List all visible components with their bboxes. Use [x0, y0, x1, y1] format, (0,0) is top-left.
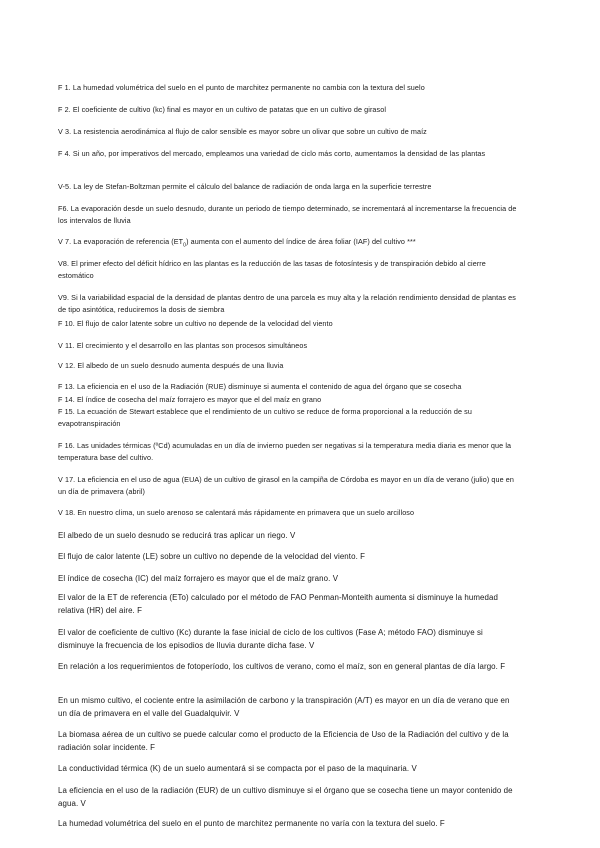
statement-item-8: La biomasa aérea de un cultivo se puede calcular como el producto de la Eficiencia de Uso de la Radiación del cultivo y de la radiación solar incidente. F: [58, 730, 509, 752]
question-item-13: F 13. La eficiencia en el uso de la Radiación (RUE) disminuye si aumenta el contenido de agua del órgano que se cosecha: [58, 382, 462, 391]
question-item-5: V-5. La ley de Stefan-Boltzman permite el cálculo del balance de radiación de onda larga en la superficie terrestre: [58, 182, 432, 191]
question-item-9: V9. Si la variabilidad espacial de la densidad de plantas dentro de una parcela es muy alta y la relación rendimiento densidad de plantas es de tipo asintótica, reduciremos la dosis de siembra: [58, 293, 516, 314]
question-item-3: V 3. La resistencia aerodinámica al flujo de calor sensible es mayor sobre un olivar que sobre un cultivo de maíz: [58, 127, 427, 136]
statement-item-2: El flujo de calor latente (LE) sobre un cultivo no depende de la velocidad del viento. F: [58, 552, 366, 561]
question-item-1: F 1. La humedad volumétrica del suelo en el punto de marchitez permanente no cambia con la textura del suelo: [58, 83, 425, 92]
statement-item-1: El albedo de un suelo desnudo se reducirá tras aplicar un riego. V: [58, 531, 296, 540]
statement-item-3: El índice de cosecha (IC) del maíz forrajero es mayor que el de maíz grano. V: [58, 574, 339, 583]
statement-item-11: La humedad volumétrica del suelo en el punto de marchitez permanente no varía con la textura del suelo. F: [58, 819, 445, 828]
question-item-2: F 2. El coeficiente de cultivo (kc) final es mayor en un cultivo de patatas que en un cultivo de girasol: [58, 105, 387, 114]
statement-item-5: El valor de coeficiente de cultivo (Kc) durante la fase inicial de ciclo de los cultivos (Fase A; método FAO) disminuye si disminuye la frecuencia de los episodios de lluvia durante dicha fase. V: [58, 628, 483, 650]
statement-item-10: La eficiencia en el uso de la radiación (EUR) de un cultivo disminuye si el órgano que se cosecha tiene un mayor contenido de agua. V: [58, 786, 513, 808]
question-item-6: F6. La evaporación desde un suelo desnudo, durante un periodo de tiempo determinado, se incrementará al incrementarse la frecuencia de los intervalos de lluvia: [58, 204, 517, 225]
statement-item-4: El valor de la ET de referencia (ETo) calculado por el método de FAO Penman-Monteith aumenta si disminuye la humedad relativa (HR) del aire. F: [58, 593, 498, 615]
question-item-11: V 11. El crecimiento y el desarrollo en las plantas son procesos simultáneos: [58, 341, 308, 350]
question-item-15: F 15. La ecuación de Stewart establece que el rendimiento de un cultivo se reduce de forma proporcional a la reducción de su evapotranspiración: [58, 407, 472, 428]
question-item-10: F 10. El flujo de calor latente sobre un cultivo no depende de la velocidad del viento: [58, 319, 333, 328]
question-item-17: V 17. La eficiencia en el uso de agua (EUA) de un cultivo de girasol en la campiña de Córdoba es mayor en un día de verano (julio) que en un día de primavera (abril): [58, 475, 515, 496]
question-item-7-text: V 7. La evaporación de referencia (ET: [58, 237, 184, 246]
question-item-7-text-end: ) aumenta con el aumento del índice de área foliar (IAF) del cultivo ***: [186, 237, 416, 246]
question-item-14: F 14. El índice de cosecha del maíz forrajero es mayor que el del maíz en grano: [58, 395, 322, 404]
question-item-16: F 16. Las unidades térmicas (ºCd) acumuladas en un día de invierno pueden ser negativas si la temperatura media diaria es menor que la temperatura base del cultivo.: [58, 441, 512, 462]
statement-item-9: La conductividad térmica (K) de un suelo aumentará si se compacta por el paso de la maquinaria. V: [58, 764, 417, 773]
question-item-18: V 18. En nuestro clima, un suelo arenoso se calentará más rápidamente en primavera que un suelo arcilloso: [58, 508, 415, 517]
statement-item-6: En relación a los requerimientos de fotoperíodo, los cultivos de verano, como el maíz, son en general plantas de día largo. F: [58, 662, 506, 671]
question-item-8: V8. El primer efecto del déficit hídrico en las plantas es la reducción de las tasas de fotosíntesis y de transpiración debido al cierre estomático: [58, 259, 486, 280]
statement-item-7: En un mismo cultivo, el cociente entre la asimilación de carbono y la transpiración (A/T) es mayor en un día de verano que en un día de primavera en el valle del Guadalquivir. V: [58, 696, 510, 718]
question-item-4: F 4. Si un año, por imperativos del mercado, empleamos una variedad de ciclo más corto, aumentamos la densidad de las plantas: [58, 149, 486, 158]
question-item-7: [58, 236, 520, 248]
question-item-12: V 12. El albedo de un suelo desnudo aumenta después de una lluvia: [58, 361, 284, 370]
question-item-7-subscript: 0: [183, 242, 187, 249]
